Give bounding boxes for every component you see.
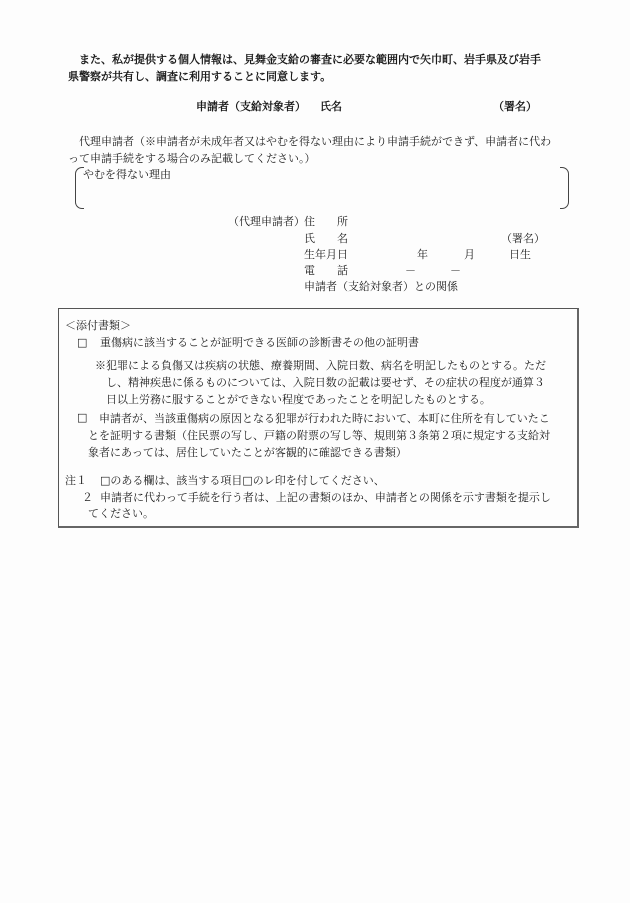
note-2-line-2: てください。 <box>88 507 154 520</box>
attachments-box <box>58 308 579 528</box>
note-2-line-1: 申請者に代わって手続を行う者は、上記の書類のほか、申請者との関係を示す書類を提示し <box>100 491 551 504</box>
attachment-1-text: 重傷病に該当することが証明できる医師の診断書その他の証明書 <box>100 336 419 349</box>
note-1-prefix: 注１ <box>65 474 87 487</box>
phone-separator-1: － <box>405 264 416 277</box>
proxy-day-label: 日生 <box>509 248 531 261</box>
reason-label: やむを得ない理由 <box>83 168 171 181</box>
note-2-prefix: ２ <box>82 491 93 504</box>
attachment-1-note-line-2: し、精神疾患に係るものについては、入院日数の記載は要せず、その症状の程度が通算３ <box>106 376 545 389</box>
attachment-2-line-1: 申請者が、当該重傷病の原因となる犯罪が行われた時において、本町に住所を有していたこ <box>99 412 550 425</box>
proxy-applicant-label: （代理申請者） <box>228 215 305 228</box>
proxy-phone-field[interactable] <box>352 261 502 277</box>
proxy-birth-year-field[interactable] <box>352 245 412 261</box>
proxy-address-label: 住 所 <box>304 215 348 228</box>
proxy-birth-month-field[interactable] <box>430 245 460 261</box>
proxy-birthdate-label: 生年月日 <box>304 248 348 261</box>
proxy-name-label: 氏 名 <box>304 232 348 245</box>
right-bracket <box>560 167 569 209</box>
attachment-2-checkbox[interactable]: □ <box>77 411 88 424</box>
applicant-name-field[interactable] <box>350 96 485 114</box>
proxy-address-field[interactable] <box>352 212 532 228</box>
proxy-birth-day-field[interactable] <box>478 245 506 261</box>
consent-line-1: また、私が提供する個人情報は、見舞金支給の審査に必要な範囲内で矢巾町、岩手県及び岩手 <box>79 53 541 66</box>
proxy-relation-field[interactable] <box>465 277 555 293</box>
proxy-name-field[interactable] <box>352 229 492 245</box>
proxy-note <box>68 133 578 167</box>
applicant-name-label: 氏名 <box>320 100 342 113</box>
attachment-2-line-2: とを証明する書類（住民票の写し、戸籍の附票の写し等、規則第３条第２項に規定する支給対 <box>88 429 550 442</box>
proxy-note-line-2: って申請手続をする場合のみ記載してください。） <box>68 152 316 165</box>
attachment-1-note <box>95 357 565 408</box>
attachment-1-note-line-3: 日以上労務に服することができない程度であったことを明記したものとする。 <box>106 393 491 406</box>
note-1-text: □のある欄は、該当する項目□のレ印を付してください、 <box>100 474 385 487</box>
attachment-2-text <box>77 410 572 461</box>
proxy-phone-label: 電 話 <box>304 264 348 277</box>
applicant-signature-label: （署名） <box>493 100 537 113</box>
attachment-2-line-3: 象者にあっては、居住していたことが客観的に確認できる書類） <box>88 446 407 459</box>
attachment-1-note-line-1: ※犯罪による負傷又は疾病の状態、療養期間、入院日数、病名を明記したものとする。ただ <box>95 359 546 372</box>
proxy-month-label: 月 <box>464 248 475 261</box>
phone-separator-2: － <box>450 264 461 277</box>
proxy-relation-label: 申請者（支給対象者）との関係 <box>304 280 458 293</box>
attachment-1-checkbox[interactable]: □ <box>77 336 88 349</box>
attachments-heading: ＜添付書類＞ <box>65 319 131 332</box>
consent-statement <box>68 51 568 85</box>
proxy-year-label: 年 <box>417 248 428 261</box>
reason-field[interactable] <box>75 167 569 207</box>
applicant-label: 申請者（支給対象者） <box>196 100 306 113</box>
proxy-signature-label: （署名） <box>501 232 545 245</box>
consent-line-2: 県警察が共有し、調査に利用することに同意します。 <box>68 70 332 83</box>
proxy-note-line-1: 代理申請者（※申請者が未成年者又はやむを得ない理由により申請手続ができず、申請者に代わ <box>79 135 552 148</box>
